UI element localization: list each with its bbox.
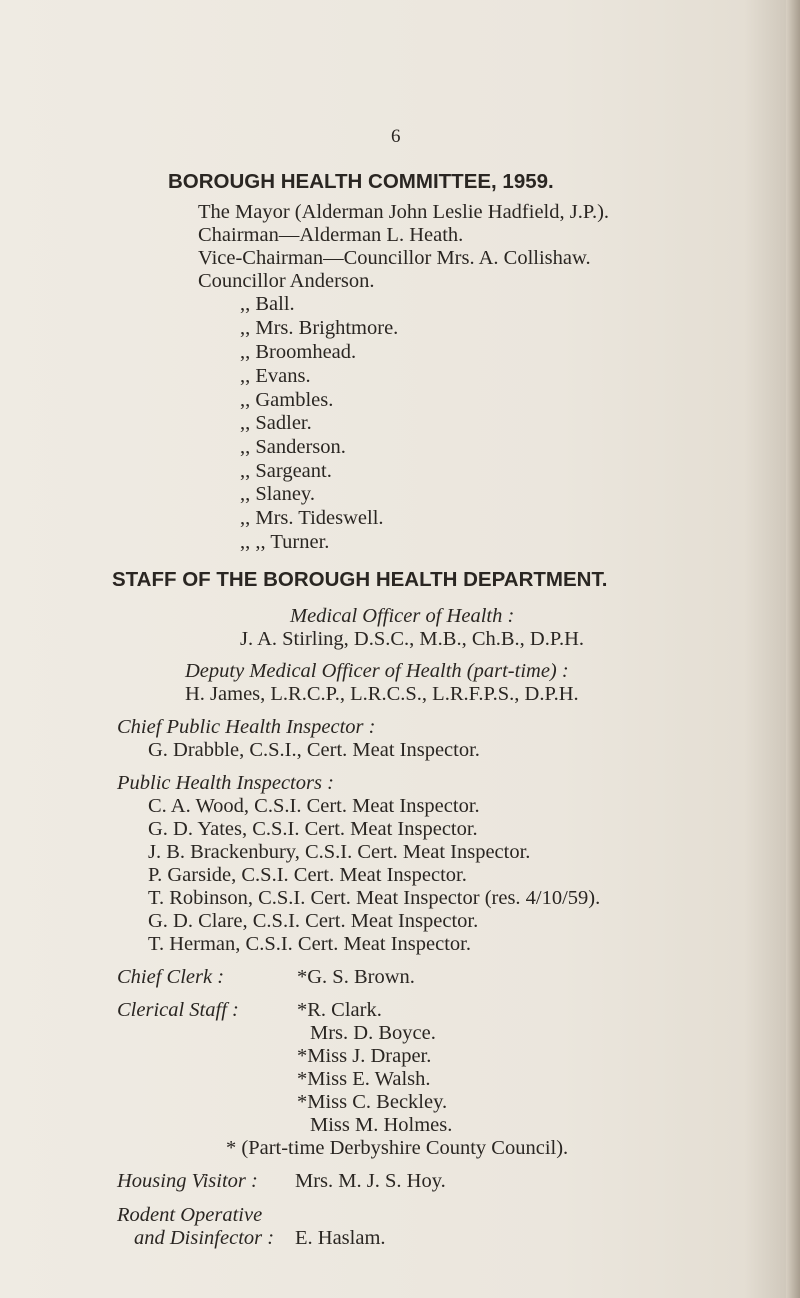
phi-name: J. B. Brackenbury, C.S.I. Cert. Meat Inspector. [148,841,531,863]
committee-member: ,, Sargeant. [240,460,332,482]
page-number: 6 [391,126,401,147]
vice-chairman-line: Vice-Chairman—Councillor Mrs. A. Collishaw. [198,247,591,269]
committee-member: ,, Sanderson. [240,436,346,458]
moh-name: J. A. Stirling, D.S.C., M.B., Ch.B., D.P.H. [240,628,585,650]
staff-heading: STAFF OF THE BOROUGH HEALTH DEPARTMENT. [112,568,608,591]
rodent-label-1: Rodent Operative [117,1204,263,1226]
committee-member: ,, Slaney. [240,483,315,505]
phi-name: G. D. Clare, C.S.I. Cert. Meat Inspector. [148,910,479,932]
phi-name: G. D. Yates, C.S.I. Cert. Meat Inspector. [148,818,478,840]
clerical-label: Clerical Staff : [117,999,239,1021]
committee-heading: BOROUGH HEALTH COMMITTEE, 1959. [168,170,554,193]
committee-member: ,, Gambles. [240,389,334,411]
deputy-name: H. James, L.R.C.P., L.R.C.S., L.R.F.P.S., D.P.H. [185,683,579,705]
committee-member: ,, Mrs. Tideswell. [240,507,384,529]
clerical-name: *Miss E. Walsh. [297,1068,431,1090]
committee-member: ,, Mrs. Brightmore. [240,317,399,339]
clerical-name: *Miss J. Draper. [297,1045,432,1067]
councillor-first: Councillor Anderson. [198,270,375,292]
clerical-name: Miss M. Holmes. [310,1114,453,1136]
phi-name: T. Herman, C.S.I. Cert. Meat Inspector. [148,933,471,955]
clerical-name: Mrs. D. Boyce. [310,1022,436,1044]
chairman-line: Chairman—Alderman L. Heath. [198,224,464,246]
phi-name: P. Garside, C.S.I. Cert. Meat Inspector. [148,864,467,886]
phi-name: C. A. Wood, C.S.I. Cert. Meat Inspector. [148,795,480,817]
housing-label: Housing Visitor : [117,1170,258,1192]
chief-clerk-label: Chief Clerk : [117,966,225,988]
committee-member: ,, Evans. [240,365,311,387]
committee-member: ,, ,, Turner. [240,531,330,553]
page-edge-shadow [786,0,800,1298]
committee-member: ,, Ball. [240,293,295,315]
committee-member: ,, Broomhead. [240,341,357,363]
rodent-name: E. Haslam. [295,1227,386,1249]
rodent-label-2: and Disinfector : [134,1227,275,1249]
clerical-name: *Miss C. Beckley. [297,1091,448,1113]
chief-phi-name: G. Drabble, C.S.I., Cert. Meat Inspector. [148,739,480,761]
housing-name: Mrs. M. J. S. Hoy. [295,1170,446,1192]
mayor-line: The Mayor (Alderman John Leslie Hadfield, J.P.). [198,201,610,223]
phi-title: Public Health Inspectors : [117,772,334,794]
deputy-title: Deputy Medical Officer of Health (part-time) : [185,660,569,682]
chief-clerk-name: *G. S. Brown. [297,966,415,988]
chief-phi-title: Chief Public Health Inspector : [117,716,376,738]
committee-member: ,, Sadler. [240,412,312,434]
moh-title: Medical Officer of Health : [290,605,515,627]
clerical-name: *R. Clark. [297,999,382,1021]
footnote: * (Part-time Derbyshire County Council). [226,1137,569,1159]
phi-name: T. Robinson, C.S.I. Cert. Meat Inspector (res. 4/10/59). [148,887,601,909]
